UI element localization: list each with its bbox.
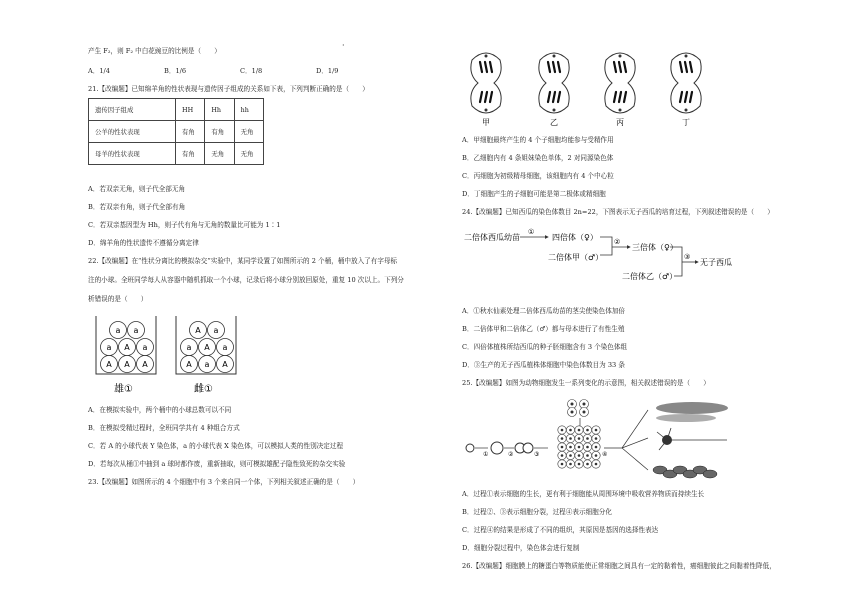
nucleus (595, 454, 598, 457)
centriole (553, 55, 556, 58)
ball-letter: a (115, 326, 121, 335)
table-cell: 母羊的性状表现 (89, 143, 176, 165)
cell-differentiation-diagram (462, 398, 732, 486)
nucleus (569, 429, 572, 432)
ball-letter: a (133, 326, 139, 335)
nucleus (571, 403, 574, 406)
node-diploid-a: 二倍体甲（♂） (548, 253, 604, 262)
node-seedless: 无子西瓜 (700, 258, 732, 267)
q25-option-b: B．过程②、③表示细胞分裂，过程④表示细胞分化 (462, 508, 612, 516)
centriole (485, 109, 488, 112)
option: B．1/6 (164, 67, 187, 75)
nucleus (595, 463, 598, 466)
header-mark: · (342, 41, 345, 50)
step-label: ③ (534, 451, 540, 458)
centriole (553, 109, 556, 112)
q23-option-a: A．甲细胞最终产生的 4 个子细胞均能参与受精作用 (462, 136, 614, 144)
muscle-tissue (656, 402, 728, 414)
step-label: ② (508, 451, 514, 458)
q23-option-c: C．丙细胞为初级精母细胞，该细胞内有 4 个中心粒 (462, 172, 614, 180)
q25-option-d: D．细胞分裂过程中，染色体会进行复制 (462, 544, 580, 552)
nucleus (595, 446, 598, 449)
table-row (89, 99, 264, 121)
arrow (622, 448, 648, 470)
ball-letter: a (222, 343, 228, 352)
table-cell: 有角 (176, 121, 205, 143)
q25-option-a: A．过程①表示细胞的生长，更有利于细胞能从周围环境中吸收营养物质而持续生长 (462, 490, 705, 498)
centriole (619, 109, 622, 112)
watermelon-flow-diagram (462, 222, 762, 294)
ball-letter: a (106, 343, 112, 352)
nucleus (569, 463, 572, 466)
cell (523, 443, 533, 453)
q23-stem: 23.【改编题】如图所示的 4 个细胞中有 3 个来自同一个体，下列相关叙述正确的是（ ） (88, 478, 360, 486)
ball-letter: A (106, 360, 112, 369)
nucleus (595, 429, 598, 432)
step-label: ③ (684, 253, 691, 261)
nucleus (586, 446, 589, 449)
table-cell: 遗传因子组成 (89, 99, 176, 121)
arrow (622, 438, 648, 448)
centriole (685, 55, 688, 58)
ball-letter: a (204, 360, 210, 369)
cell-label: 丁 (682, 118, 690, 127)
q20-tail: 产生 F₂，则 F₂ 中白花豌豆的比例是（ ） (88, 47, 221, 55)
ball-letter: A (222, 360, 228, 369)
cell-label: 甲 (482, 118, 490, 127)
nucleus (578, 437, 581, 440)
nucleus (578, 429, 581, 432)
ball-letter: A (186, 360, 192, 369)
table-cell: Hh (205, 99, 234, 121)
q22-option-a: A．在模拟实验中，两个桶中的小球总数可以不同 (88, 406, 232, 414)
q21-option-c: C．若双亲基因型为 Hh，则子代有角与无角的数量比可能为 1∶1 (88, 221, 281, 229)
table-cell: 有角 (176, 143, 205, 165)
table-row (89, 121, 264, 143)
table-cell: 公羊的性状表现 (89, 121, 176, 143)
bucket-label: 雄① (114, 384, 133, 395)
q21-stem: 21.【改编题】已知绵羊角的性状表现与遗传因子组成的关系如下表，下列判断正确的是（ ） (88, 85, 369, 93)
q22-option-c: C．若 A 的小球代表 Y 染色体，a 的小球代表 X 染色体，可以模拟人类的性别决定过程 (88, 442, 344, 450)
q25-stem: 25.【改编题】如图为动物细胞发生一系列变化的示意图，相关叙述错误的是（ ） (462, 379, 710, 387)
table-cell: 无角 (234, 143, 263, 165)
ball-letter: A (195, 326, 201, 335)
nucleus (586, 429, 589, 432)
q22-stem-line2: 注的小球。全班同学每人从容器中随机抓取一个小球，记录后将小球分别放回原处，重复 10 次以上。下列分 (88, 276, 404, 284)
q25-option-c: C．过程④的结果是形成了不同的组织，其原因是基因的选择性表达 (462, 526, 659, 534)
nucleus (569, 437, 572, 440)
q26-stem: 26.【改编题】细胞膜上的糖蛋白等物质能使正常细胞之间具有一定的黏着性，癌细胞彼此之间黏着性降低， (462, 562, 776, 570)
nucleus (586, 437, 589, 440)
q22-stem-line3: 析错误的是（ ） (88, 295, 148, 303)
centriole (685, 109, 688, 112)
ball-letter: A (124, 343, 130, 352)
q24-option-d: D．③生产的无子西瓜植株体细胞中染色体数目为 33 条 (462, 361, 625, 369)
nucleus (578, 463, 581, 466)
q24-stem: 24.【改编题】已知西瓜的染色体数目 2n=22，下图表示无子西瓜的培育过程，下列叙述错误的是（ ） (462, 208, 774, 216)
nucleus (571, 411, 574, 414)
option: A．1/4 (88, 67, 110, 75)
option: D．1/9 (316, 67, 339, 75)
nucleus (578, 446, 581, 449)
epithelial-cell (703, 470, 717, 478)
nucleus (578, 454, 581, 457)
nucleus (583, 411, 586, 414)
q24-option-a: A．①秋水仙素处理二倍体西瓜幼苗的茎尖使染色体加倍 (462, 307, 626, 315)
step-label: ④ (602, 451, 608, 458)
step-label: ② (614, 238, 621, 246)
step-label: ① (483, 451, 489, 458)
q24-option-c: C．四倍体植株所结西瓜的种子胚细胞含有 3 个染色体组 (462, 343, 628, 351)
cell-label: 乙 (550, 118, 558, 127)
option: C．1/8 (240, 67, 263, 75)
ball-letter: A (204, 343, 210, 352)
nucleus (561, 454, 564, 457)
q22-option-d: D．若每次从桶①中抽到 a 球时都作废，重新抽取，则可模拟雄配子隐性致死的杂交实验 (88, 460, 346, 468)
q23-option-d: D．丁细胞产生的子细胞可能是第二极体或精细胞 (462, 190, 606, 198)
muscle-tissue (656, 414, 716, 422)
q20-options (88, 67, 392, 76)
bucket-figure (92, 312, 242, 400)
nucleus (569, 446, 572, 449)
nucleus (583, 403, 586, 406)
step-label: ① (528, 228, 535, 236)
q21-option-a: A．若双亲无角，则子代全部无角 (88, 185, 186, 193)
neuron-process (657, 428, 727, 450)
nucleus (595, 437, 598, 440)
nucleus (569, 454, 572, 457)
ball-letter: a (213, 326, 219, 335)
cell-label: 丙 (616, 118, 624, 127)
q24-option-b: B．二倍体甲和二倍体乙（♂）都与母本进行了有性生殖 (462, 325, 625, 333)
nucleus (561, 446, 564, 449)
ball-letter: A (124, 360, 130, 369)
table-row (89, 143, 264, 165)
ball-letter: a (186, 343, 192, 352)
cell (491, 442, 503, 454)
node-diploid-b: 二倍体乙（♂） (622, 272, 678, 281)
table-cell: 无角 (205, 143, 234, 165)
table-cell: HH (176, 99, 205, 121)
nucleus (561, 463, 564, 466)
q21-option-b: B．若双亲有角，则子代全部有角 (88, 203, 186, 211)
ball-letter: A (142, 360, 148, 369)
table-cell: 无角 (234, 121, 263, 143)
q23-option-b: B．乙细胞内有 4 条姐妹染色单体，2 对同源染色体 (462, 154, 614, 162)
ball-letter: a (142, 343, 148, 352)
cell (466, 444, 474, 452)
node-triploid: 三倍体（♀） (632, 243, 678, 252)
q21-option-d: D．绵羊角的性状遗传不遵循分离定律 (88, 239, 199, 247)
arrow (622, 410, 648, 448)
centriole (485, 55, 488, 58)
bucket-label: 雌① (194, 384, 213, 395)
nucleus (561, 429, 564, 432)
cell-division-figure (466, 50, 716, 128)
node-seedling: 二倍体西瓜幼苗 (464, 233, 520, 242)
q21-table (88, 98, 264, 165)
nucleus (586, 463, 589, 466)
centriole (619, 55, 622, 58)
nucleus (561, 437, 564, 440)
q22-stem-line1: 22.【改编题】在“性状分离比的模拟杂交”实验中，某同学设置了如图所示的 2 个桶，桶中放入了有字母标 (88, 257, 398, 265)
nucleus (586, 454, 589, 457)
table-cell: 有角 (205, 121, 234, 143)
node-tetraploid: 四倍体（♀） (552, 233, 598, 242)
q22-option-b: B．在模拟受精过程时，全班同学共有 4 种组合方式 (88, 424, 240, 432)
table-cell: hh (234, 99, 263, 121)
